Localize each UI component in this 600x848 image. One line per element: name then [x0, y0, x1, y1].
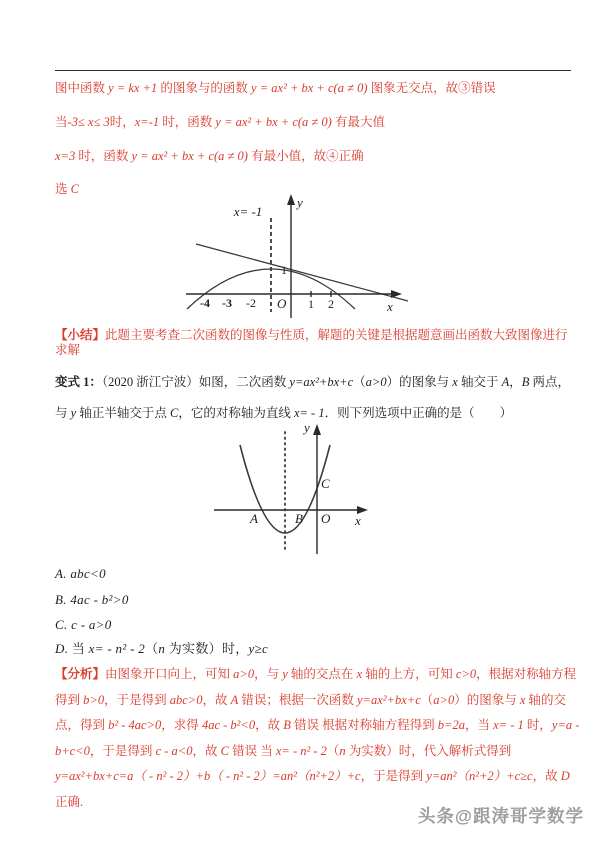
solution-line-2: 当-3≤ x≤ 3时，x=-1 时，函数 y = ax² + bx + c(a ≠ 0) 有最大值	[55, 115, 385, 129]
x-axis-label: x	[387, 299, 393, 314]
y-axis-label: y	[297, 195, 303, 210]
y-tick-1-label: 1	[281, 263, 287, 277]
solution-line-1: 图中函数 y = kx +1 的图象与的函数 y = ax² + bx + c(a ≠ 0) 图象无交点，故③错误	[55, 81, 496, 95]
analysis-paragraph: 【分析】由图象开口向上，可知 a>0，与 y 轴的交点在 x 轴的上方，可知 c>0，根据对称轴方程得到 b>0，于是得到 abc>0，故 A 错误；根据一次函数 y=ax²+bx+c（a>0）的图象与 x 轴的交点，得到 b² - 4ac>0，求得 4ac - b²<0，故 B 错误 根据对称轴方程得到 b=2a，当 x= - 1 时，y=a - b+c<0，于是得到 c - a<0，故 C 错误 当 x= - n² - 2（n 为实数）时，代入解析式得到 y=ax²+bx+c=a（ - n² - 2）+b（ - n² - 2）=an²（n²+2）+c，于是得到 y=an²（n²+2）+c≥c，故 D 正确.	[55, 667, 580, 809]
linear-function-line	[196, 244, 408, 301]
solution-line-4: 选 C	[55, 182, 79, 196]
option-d: D. 当 x= - n² - 2（n 为实数）时，y≥c	[55, 641, 269, 656]
y-axis-label: y	[304, 420, 310, 435]
figure-parabola-up	[208, 418, 393, 558]
x-axis-label: x	[355, 513, 361, 528]
x-tick-neg3: -3	[222, 296, 232, 310]
x-tick-1: 1	[308, 297, 314, 311]
point-b-label: B	[295, 511, 303, 526]
toutiao-watermark: 头条@跟涛哥学数学	[417, 806, 584, 826]
variation-problem-text: 变式 1：（2020 浙江宁波）如图，二次函数 y=ax²+bx+c（a>0）的图象与 x 轴交于 A，B 两点，与 y 轴正半轴交于点 C，它的对称轴为直线 x= - 1．则下列选项中正确的是（ ）	[55, 375, 571, 420]
y-axis-arrow	[313, 424, 321, 435]
origin-label: O	[277, 296, 287, 311]
top-divider	[55, 70, 571, 71]
x-axis-arrow	[391, 290, 402, 298]
x-tick-2: 2	[328, 297, 334, 311]
origin-label: O	[321, 511, 331, 526]
solution-line-3: x=3 时，函数 y = ax² + bx + c(a ≠ 0) 有最小值，故④正确	[55, 149, 364, 163]
figure2-svg	[208, 418, 393, 558]
point-c-label: C	[321, 476, 330, 491]
option-b: B. 4ac - b²>0	[55, 592, 129, 607]
figure1-svg	[166, 192, 428, 322]
point-a-label: A	[250, 511, 258, 526]
option-a: A. abc<0	[55, 566, 106, 581]
x-tick-neg4: -4	[200, 296, 210, 310]
option-c: C. c - a>0	[55, 617, 112, 632]
figure-parabola-down-with-line	[166, 192, 428, 322]
dashed-line-label: x= -1	[233, 204, 263, 219]
x-tick-neg2: -2	[246, 296, 256, 310]
summary-line: 【小结】此题主要考查二次函数的图像与性质，解题的关键是根据题意画出函数大致图像进行求解	[55, 328, 568, 357]
y-axis-arrow	[287, 194, 295, 205]
